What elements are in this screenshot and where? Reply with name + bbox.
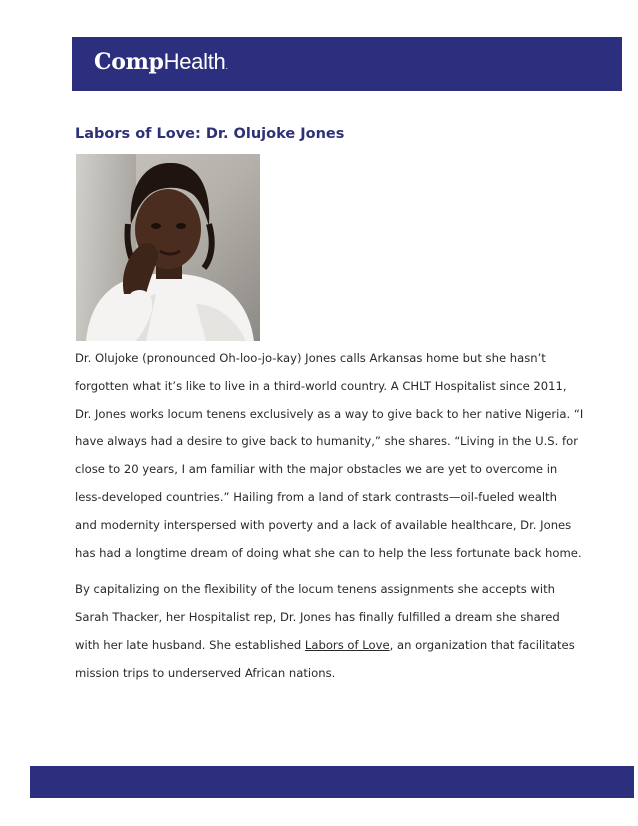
- comphealth-logo[interactable]: [94, 49, 228, 80]
- text-line: close to 20 years, I am familiar with the major obstacles we are yet to overcome in: [75, 462, 558, 477]
- text-line-with-link: [75, 632, 575, 660]
- labors-of-love-link[interactable]: Labors of Love: [304, 637, 390, 652]
- article-body: [75, 345, 584, 688]
- logo-text-health: Health: [163, 49, 226, 74]
- text-line: has had a longtime dream of doing what she can to help the less fortunate back home.: [75, 545, 582, 560]
- text-line: mission trips to underserved African nations.: [75, 665, 336, 680]
- text-segment: with her late husband. She established: [75, 637, 305, 652]
- paragraph-1: [75, 345, 584, 567]
- logo-mark: .: [225, 62, 228, 71]
- logo-text-comp: Comp: [94, 49, 164, 75]
- article-title: Labors of Love: Dr. Olujoke Jones: [75, 126, 345, 142]
- text-line: Sarah Thacker, her Hospitalist rep, Dr. Jones has finally fulfilled a dream she shared: [75, 610, 560, 625]
- text-line: By capitalizing on the flexibility of the locum tenens assignments she accepts with: [75, 582, 556, 597]
- portrait-photo: [76, 154, 260, 341]
- text-line: Dr. Jones works locum tenens exclusively as a way to give back to her native Nigeria. “I: [75, 406, 584, 421]
- text-line: have always had a desire to give back to humanity,” she shares. “Living in the U.S. for: [75, 434, 578, 449]
- text-segment: , an organization that facilitates: [389, 637, 575, 652]
- text-line: forgotten what it’s like to live in a third-world country. A CHLT Hospitalist since 2011,: [75, 378, 567, 393]
- paragraph-2: [75, 576, 575, 687]
- footer-banner: [30, 766, 634, 798]
- text-line: and modernity interspersed with poverty and a lack of available healthcare, Dr. Jones: [75, 517, 572, 532]
- header-banner: [72, 37, 622, 91]
- text-line: less-developed countries.” Hailing from a land of stark contrasts—oil-fueled wealth: [75, 489, 557, 504]
- text-line: Dr. Olujoke (pronounced Oh-loo-jo-kay) Jones calls Arkansas home but she hasn’t: [75, 351, 546, 365]
